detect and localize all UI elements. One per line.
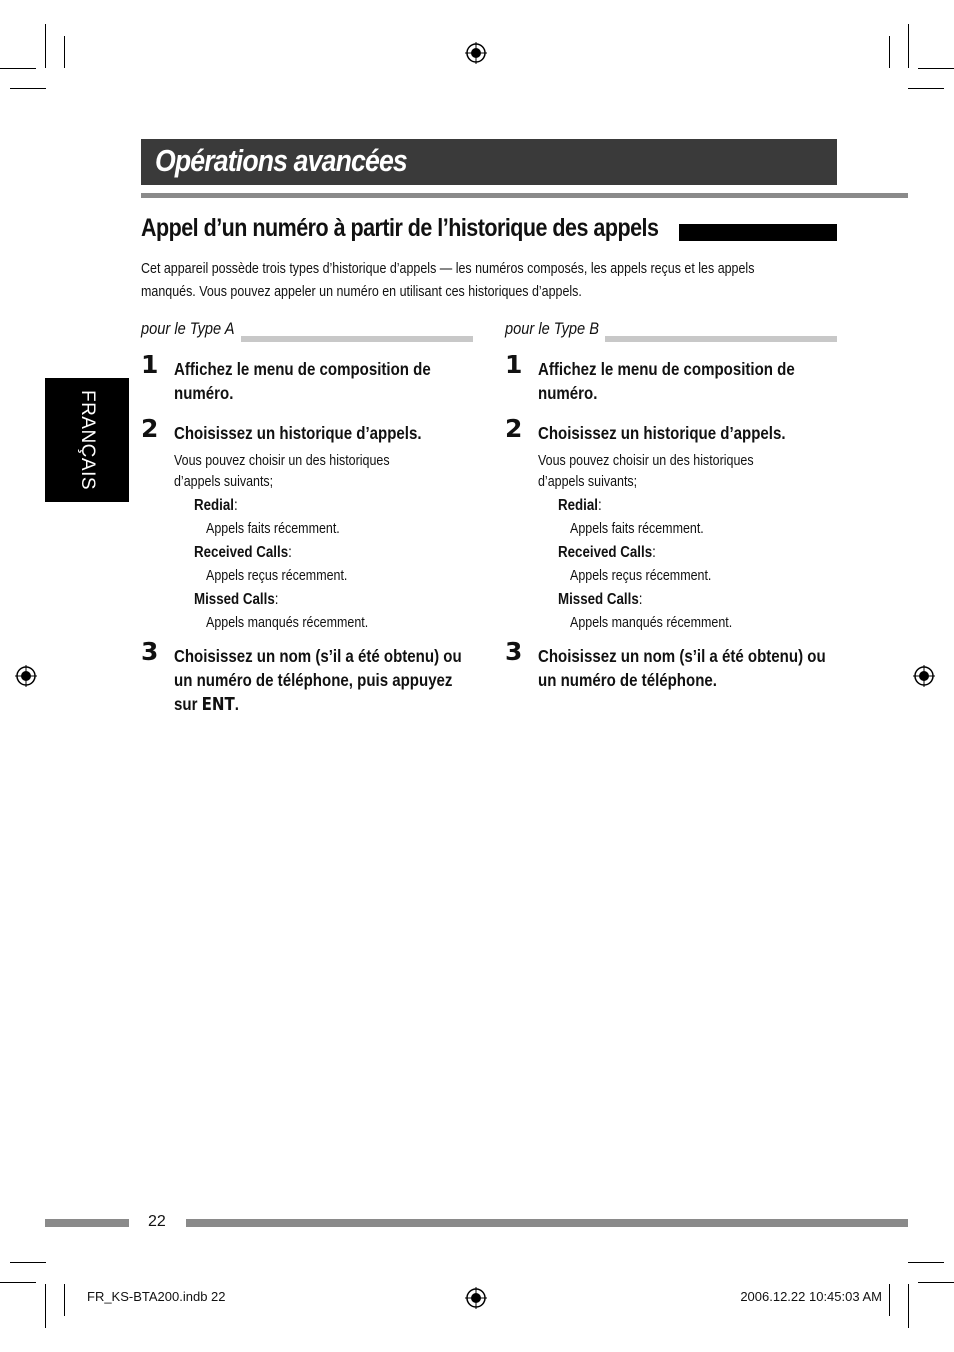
crop-mark (889, 1284, 890, 1316)
step-3 (505, 637, 837, 692)
footer-bar (45, 1219, 129, 1227)
step-2 (141, 414, 473, 634)
crop-mark (10, 1262, 46, 1263)
section-heading: Appel d’un numéro à partir de l’historique des appels (141, 214, 659, 242)
step-number: 2 (505, 414, 523, 443)
step-title: Affichez le menu de composition de numéro. (538, 359, 795, 403)
step-1 (505, 350, 837, 405)
step-title: Choisissez un nom (s’il a été obtenu) ou un numéro de téléphone. (538, 646, 826, 690)
type-a-label: pour le Type A (141, 319, 235, 338)
footer-bar (186, 1219, 908, 1227)
step-1 (141, 350, 473, 405)
title-rule (141, 193, 908, 198)
crop-mark (45, 24, 46, 68)
crop-mark (908, 1284, 909, 1328)
crop-mark (45, 1284, 46, 1328)
step-number: 3 (141, 637, 159, 666)
type-b-label: pour le Type B (505, 319, 599, 338)
registration-mark-icon (465, 1287, 487, 1309)
crop-mark (918, 1282, 954, 1283)
page-number: 22 (148, 1213, 166, 1230)
option-name: Received Calls: (194, 544, 292, 561)
option-name: Redial: (194, 497, 238, 514)
ent-key: ENT (201, 695, 235, 715)
intro-paragraph (141, 258, 820, 304)
page-title: Opérations avancées (155, 143, 407, 178)
option-description: Appels manqués récemment. (570, 615, 733, 631)
option-name: Missed Calls: (558, 591, 643, 608)
type-label-rule (241, 336, 473, 342)
slug-file: FR_KS-BTA200.indb 22 (87, 1289, 226, 1304)
crop-mark (908, 88, 944, 89)
step-title: Choisissez un historique d’appels. (174, 423, 422, 443)
step-description: Vous pouvez choisir un des historiques d’appels suivants; (538, 453, 754, 490)
option-description: Appels reçus récemment. (570, 568, 712, 584)
step-description: Vous pouvez choisir un des historiques d’appels suivants; (174, 453, 390, 490)
crop-mark (10, 88, 46, 89)
option-description: Appels reçus récemment. (206, 568, 348, 584)
step-number: 1 (505, 350, 523, 379)
crop-mark (908, 24, 909, 68)
option-description: Appels faits récemment. (206, 521, 340, 537)
step-number: 3 (505, 637, 523, 666)
step-title: Choisissez un historique d’appels. (538, 423, 786, 443)
crop-mark (918, 68, 954, 69)
slug-timestamp: 2006.12.22 10:45:03 AM (740, 1289, 882, 1304)
language-tab-label: FRANÇAIS (77, 389, 98, 491)
registration-mark-icon (913, 665, 935, 687)
option-name: Missed Calls: (194, 591, 279, 608)
step-number: 2 (141, 414, 159, 443)
crop-mark (0, 1282, 36, 1283)
crop-mark (889, 36, 890, 68)
step-title: Choisissez un nom (s’il a été obtenu) ou un numéro de téléphone, puis appuyez sur ENT. (174, 646, 462, 715)
type-a-column (141, 317, 473, 717)
option-description: Appels faits récemment. (570, 521, 704, 537)
step-number: 1 (141, 350, 159, 379)
intro-line: Cet appareil possède trois types d’historique d’appels — les numéros composés, les appels reçus et les appels (141, 261, 755, 277)
option-name: Redial: (558, 497, 602, 514)
type-b-column (505, 317, 837, 692)
crop-mark (64, 1284, 65, 1316)
type-label-rule (605, 336, 837, 342)
heading-bar (679, 224, 837, 241)
step-2 (505, 414, 837, 634)
crop-mark (64, 36, 65, 68)
step-3 (141, 637, 473, 717)
option-name: Received Calls: (558, 544, 656, 561)
registration-mark-icon (15, 665, 37, 687)
crop-mark (908, 1262, 944, 1263)
option-description: Appels manqués récemment. (206, 615, 369, 631)
language-tab (45, 378, 129, 502)
registration-mark-icon (465, 42, 487, 64)
step-title: Affichez le menu de composition de numéro. (174, 359, 431, 403)
crop-mark (0, 68, 36, 69)
title-band (141, 139, 837, 185)
intro-line: manqués. Vous pouvez appeler un numéro en utilisant ces historiques d’appels. (141, 284, 582, 300)
